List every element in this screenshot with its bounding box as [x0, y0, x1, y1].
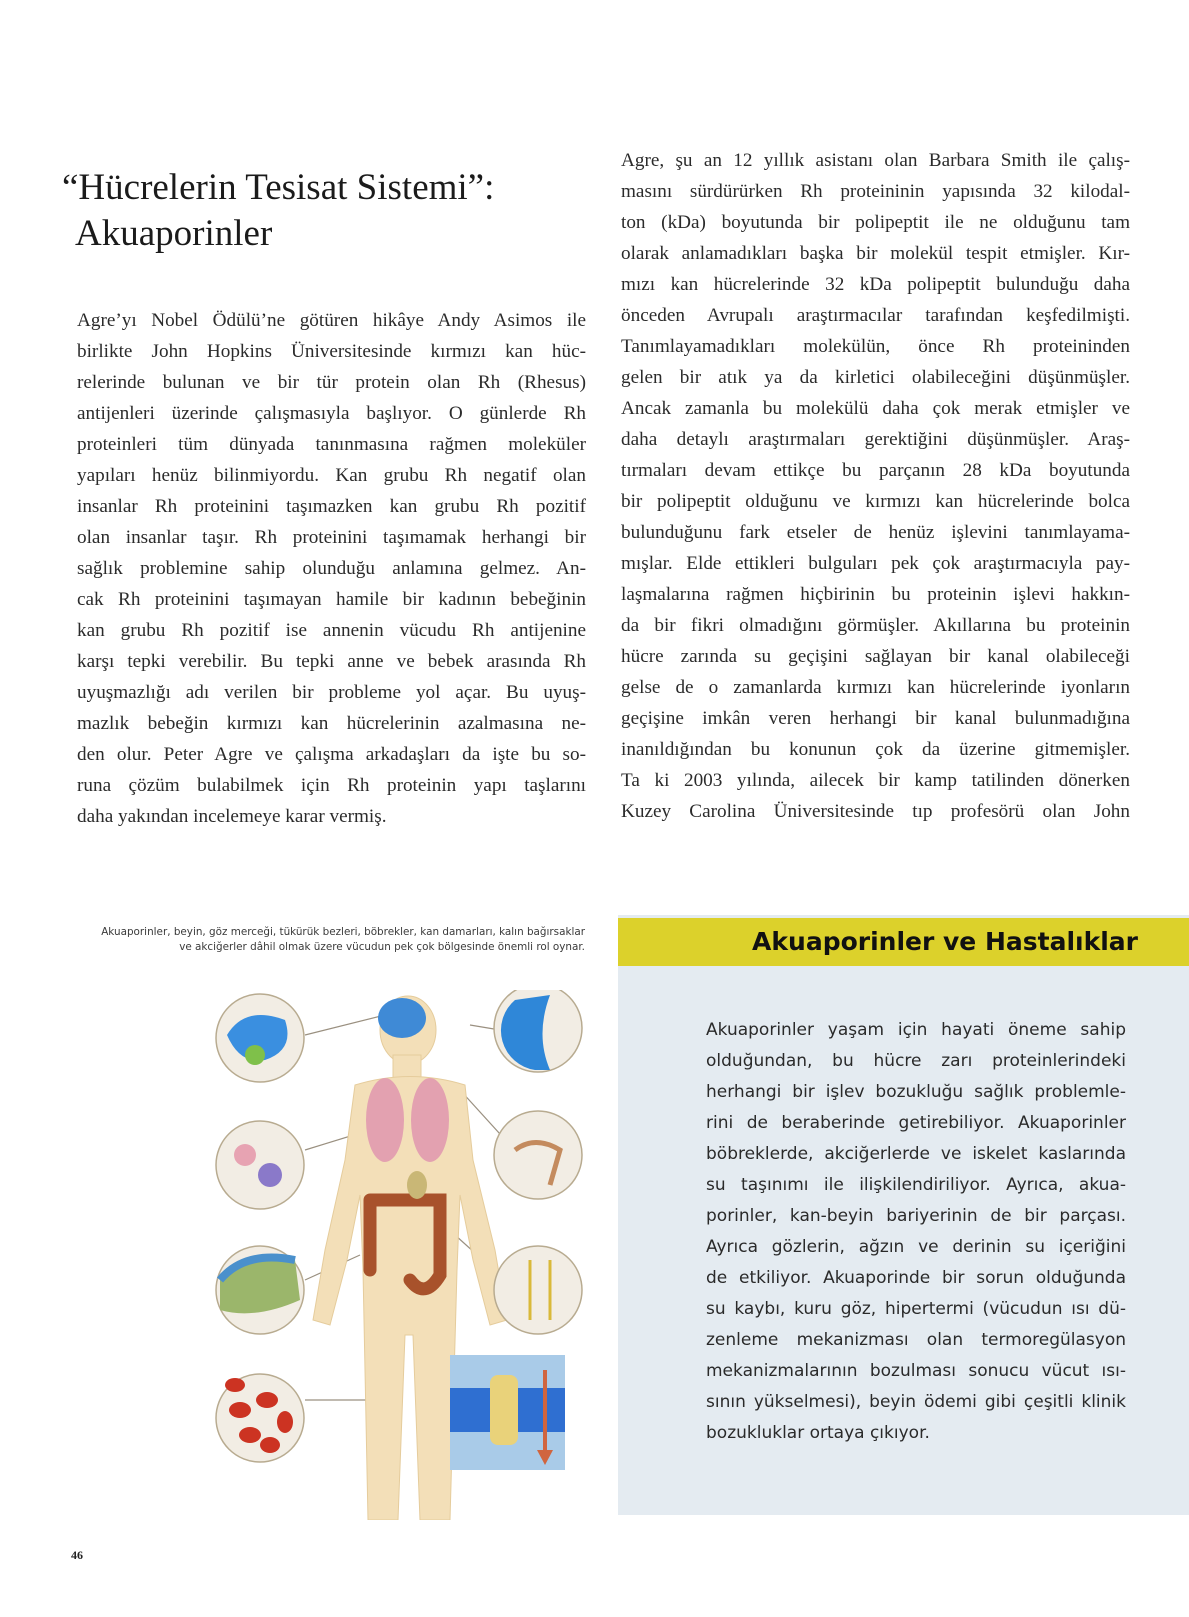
text-line: yapıları henüz bilinmiyordu. Kan grubu Rh negatif olan: [77, 465, 586, 486]
text-line: insanlar Rh proteinini taşımazken kan grubu Rh pozitif: [77, 496, 586, 517]
sidebar-text-line: zenleme mekanizması olan termoregülasyon: [706, 1330, 1126, 1350]
text-line: laşmalarına rağmen hiçbirinin bu proteinin işlevi hakkın-: [621, 584, 1130, 605]
text-line: karşı tepki verebilir. Bu tepki anne ve bebek arasında Rh: [77, 651, 586, 672]
text-line: Agre’yı Nobel Ödülü’ne götüren hikâye Andy Asimos ile: [77, 310, 586, 331]
text-line: cak Rh proteinini taşımayan hamile bir kadının bebeğinin: [77, 589, 586, 610]
sidebar-text-line: böbreklerde, akciğerlerde ve iskelet kaslarında: [706, 1144, 1126, 1164]
text-line: gelse de o zamanlarda kırmızı kan hücrelerinde iyonların: [621, 677, 1130, 698]
text-line: bulunduğunu fark etseler de henüz işlevini tanımlayama-: [621, 522, 1130, 543]
lung-alveoli-icon: [216, 1121, 304, 1209]
text-line: Agre, şu an 12 yıllık asistanı olan Barbara Smith ile çalış-: [621, 150, 1130, 171]
text-line: tırmaları devam ettikçe bu parçanın 28 kDa boyutunda: [621, 460, 1130, 481]
text-line: sağlık problemine sahip olunduğu anlamına gelmez. An-: [77, 558, 586, 579]
sidebar-text-line: su kaybı, kuru göz, hipertermi (vücudun ısı dü-: [706, 1299, 1126, 1319]
text-line: antijenleri üzerinde çalışmasıyla başlıyor. O günlerde Rh: [77, 403, 586, 424]
caption-line-2: ve akciğerler dâhil olmak üzere vücudun pek çok bölgesinde önemli rol oynar.: [179, 941, 585, 953]
text-line: birlikte John Hopkins Üniversitesinde kırmızı kan hüc-: [77, 341, 586, 362]
text-line: uyuşmazlığı adı verilen bir probleme yol açar. Bu uyuş-: [77, 682, 586, 703]
sidebar-title: Akuaporinler ve Hastalıklar: [752, 927, 1138, 956]
article-title: [62, 165, 582, 257]
text-line: mızı kan hücrelerinde 32 kDa polipeptit bulunduğu daha: [621, 274, 1130, 295]
brain-organ-icon: [378, 998, 426, 1038]
text-line: proteinleri tüm dünyada tanınmasına rağmen moleküler: [77, 434, 586, 455]
text-line: kan grubu Rh pozitif ise annenin vücudu Rh antijenine: [77, 620, 586, 641]
page-number: 46: [71, 1548, 83, 1562]
text-line: Tanımlayamadıkları molekülün, önce Rh proteininden: [621, 336, 1130, 357]
sidebar-text-line: su taşınımı ile ilişkilendiriliyor. Ayrıca, akua-: [706, 1175, 1126, 1195]
sidebar-text-line: mekanizmalarının bozulması sonucu vücut ısı-: [706, 1361, 1126, 1381]
membrane-channel-icon: [450, 1355, 565, 1470]
text-line: olan insanlar taşır. Rh proteinini taşımamak herhangi bir: [77, 527, 586, 548]
text-line: olarak anlamadıkları başka bir molekül tespit etmişler. Kır-: [621, 243, 1130, 264]
text-line: gelen bir atık ya da kirletici olabileceğini düşünmüşler.: [621, 367, 1130, 388]
text-line: runa çözüm bulabilmek için Rh proteinin yapı taşlarını: [77, 775, 586, 796]
text-line: Kuzey Carolina Üniversitesinde tıp profesörü olan John: [621, 801, 1130, 822]
sidebar-text-line: Ayrıca gözlerin, ağzın ve derinin su içeriğini: [706, 1237, 1126, 1257]
sidebar-text-line: de etkiliyor. Akuaporinde bir sorun olduğunda: [706, 1268, 1126, 1288]
text-line: inanıldığından bu konunun çok da üzerine gitmemişler.: [621, 739, 1130, 760]
text-line: daha yakından incelemeye karar vermiş.: [77, 806, 387, 827]
text-line: Ta ki 2003 yılında, ailecek bir kamp tatilinden dönerken: [621, 770, 1130, 791]
article-left-column: [77, 305, 586, 832]
text-line: da bir fikri olmadığını görmüşler. Akıllarına bu proteinin: [621, 615, 1130, 636]
title-line-1: “Hücrelerin Tesisat Sistemi”:: [62, 167, 495, 208]
lung-left-icon: [366, 1078, 404, 1162]
sidebar-text: [706, 1015, 1126, 1449]
sidebar-text-line: porinler, kan-beyin bariyerinin de bir parçası.: [706, 1206, 1126, 1226]
text-line: relerinde bulunan ve bir tür protein olan Rh (Rhesus): [77, 372, 586, 393]
text-line: bir polipeptit olduğunu ve kırmızı kan hücrelerinde bolca: [621, 491, 1130, 512]
text-line: Ancak zamanla bu molekülü daha çok merak etmişler ve: [621, 398, 1130, 419]
salivary-gland-icon: [494, 1111, 582, 1199]
sidebar-text-line: Akuaporinler yaşam için hayati öneme sahip: [706, 1020, 1126, 1040]
figure-caption: [20, 925, 585, 955]
caption-line-1: Akuaporinler, beyin, göz merceği, tükürük bezleri, böbrekler, kan damarları, kalın bağırsaklar: [101, 926, 585, 938]
sidebar-text-line: sının yükselmesi), beyin ödemi gibi çeşitli klinik: [706, 1392, 1126, 1412]
kidney-organ-icon: [407, 1171, 427, 1199]
lung-right-icon: [411, 1078, 449, 1162]
text-line: mışlar. Elde ettikleri bulguları pek çok araştırmacıyla pay-: [621, 553, 1130, 574]
kidney-nephron-icon: [494, 1246, 582, 1334]
sidebar-text-line: rini de beraberinde getirebiliyor. Akuaporinler: [706, 1113, 1126, 1133]
sidebar-text-line: olduğundan, bu hücre zarı proteinlerindeki: [706, 1051, 1126, 1071]
text-line: ton (kDa) boyutunda bir polipeptit ile ne olduğunu tam: [621, 212, 1130, 233]
sidebar-text-line: bozukluklar ortaya çıkıyor.: [706, 1423, 930, 1443]
text-line: geçişine imkân veren herhangi bir kanal bulunmadığına: [621, 708, 1130, 729]
sidebar-text-line: herhangi bir işlev bozukluğu sağlık problemle-: [706, 1082, 1126, 1102]
article-right-column: [621, 145, 1130, 827]
aquaporin-body-illustration: [205, 990, 585, 1520]
text-line: masını sürdürürken Rh proteininin yapısında 32 kilodal-: [621, 181, 1130, 202]
title-line-2: Akuaporinler: [75, 213, 273, 254]
text-line: mazlık bebeğin kırmızı kan hücrelerinin azalmasına ne-: [77, 713, 586, 734]
text-line: den olur. Peter Agre ve çalışma arkadaşları da işte bu so-: [77, 744, 586, 765]
text-line: önceden Avrupalı araştırmacılar tarafından keşfedilmişti.: [621, 305, 1130, 326]
text-line: daha detaylı araştırmaları gerektiğini düşünmüşler. Araş-: [621, 429, 1130, 450]
text-line: hücre zarında su geçişini sağlayan bir kanal olabileceği: [621, 646, 1130, 667]
